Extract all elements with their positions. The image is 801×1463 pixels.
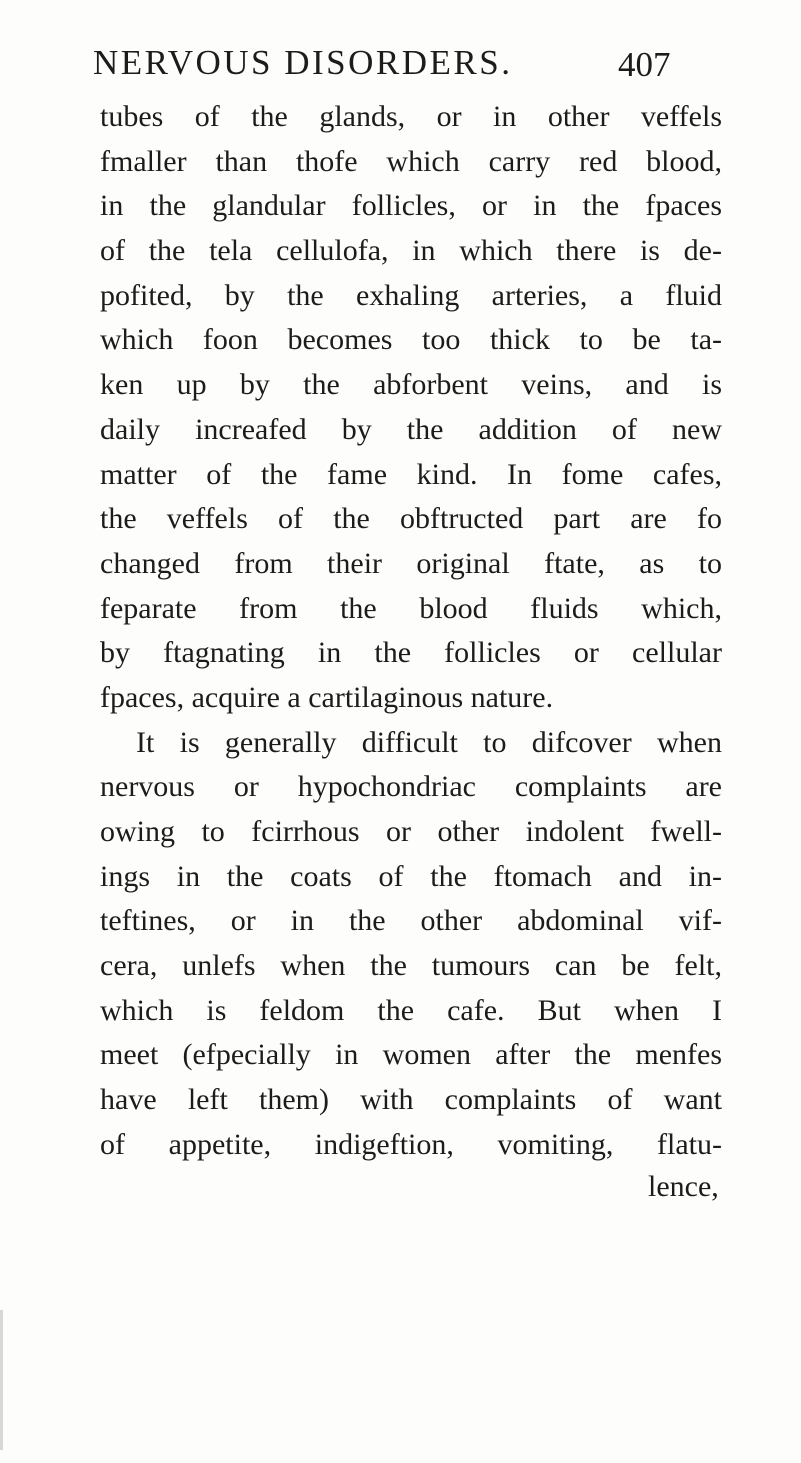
text-line: tubes of the glands, or in other veffels bbox=[100, 100, 722, 133]
text-line: meet (efpecially in women after the menfes bbox=[100, 1038, 722, 1072]
text-line: ken up by the abforbent veins, and is bbox=[100, 368, 722, 402]
text-line: which foon becomes too thick to be ta- bbox=[100, 323, 722, 357]
page-number: 407 bbox=[618, 45, 671, 84]
text-line: nervous or hypochondriac complaints are bbox=[100, 770, 722, 804]
text-line: fmaller than thofe which carry red blood, bbox=[100, 144, 722, 178]
text-line: owing to fcirrhous or other indolent fwell- bbox=[100, 815, 722, 848]
text-line: of the tela cellulofa, in which there is de- bbox=[100, 234, 722, 268]
text-line: cera, unlefs when the tumours can be felt, bbox=[100, 949, 722, 983]
text-line: which is feldom the cafe. But when I bbox=[100, 993, 722, 1027]
page-gutter-edge bbox=[0, 1310, 3, 1450]
text-line: have left them) with complaints of want bbox=[100, 1083, 722, 1117]
text-line: ings in the coats of the ftomach and in- bbox=[100, 859, 722, 893]
running-head-title: NERVOUS DISORDERS. bbox=[93, 43, 513, 82]
text-line: in the glandular follicles, or in the fpaces bbox=[100, 189, 722, 223]
text-line: pofited, by the exhaling arteries, a fluid bbox=[100, 278, 722, 312]
text-line: feparate from the blood fluids which, bbox=[100, 591, 722, 625]
text-line: the veffels of the obftructed part are fo bbox=[100, 502, 722, 536]
text-line: teftines, or in the other abdominal vif- bbox=[100, 904, 722, 938]
catchword: lence, bbox=[648, 1170, 719, 1203]
text-line: daily increafed by the addition of new bbox=[100, 412, 722, 446]
text-line: matter of the fame kind. In fome cafes, bbox=[100, 457, 722, 491]
running-head bbox=[93, 38, 723, 88]
body-text bbox=[100, 95, 722, 1168]
text-line: by ftagnating in the follicles or cellular bbox=[100, 636, 722, 670]
paragraph-start-line: It is generally difficult to difcover when bbox=[136, 725, 722, 759]
paragraph-end-line: fpaces, acquire a cartilaginous nature. bbox=[100, 680, 554, 714]
text-line: of appetite, indigeftion, vomiting, flatu- bbox=[100, 1127, 722, 1161]
text-line: changed from their original ftate, as to bbox=[100, 546, 722, 580]
